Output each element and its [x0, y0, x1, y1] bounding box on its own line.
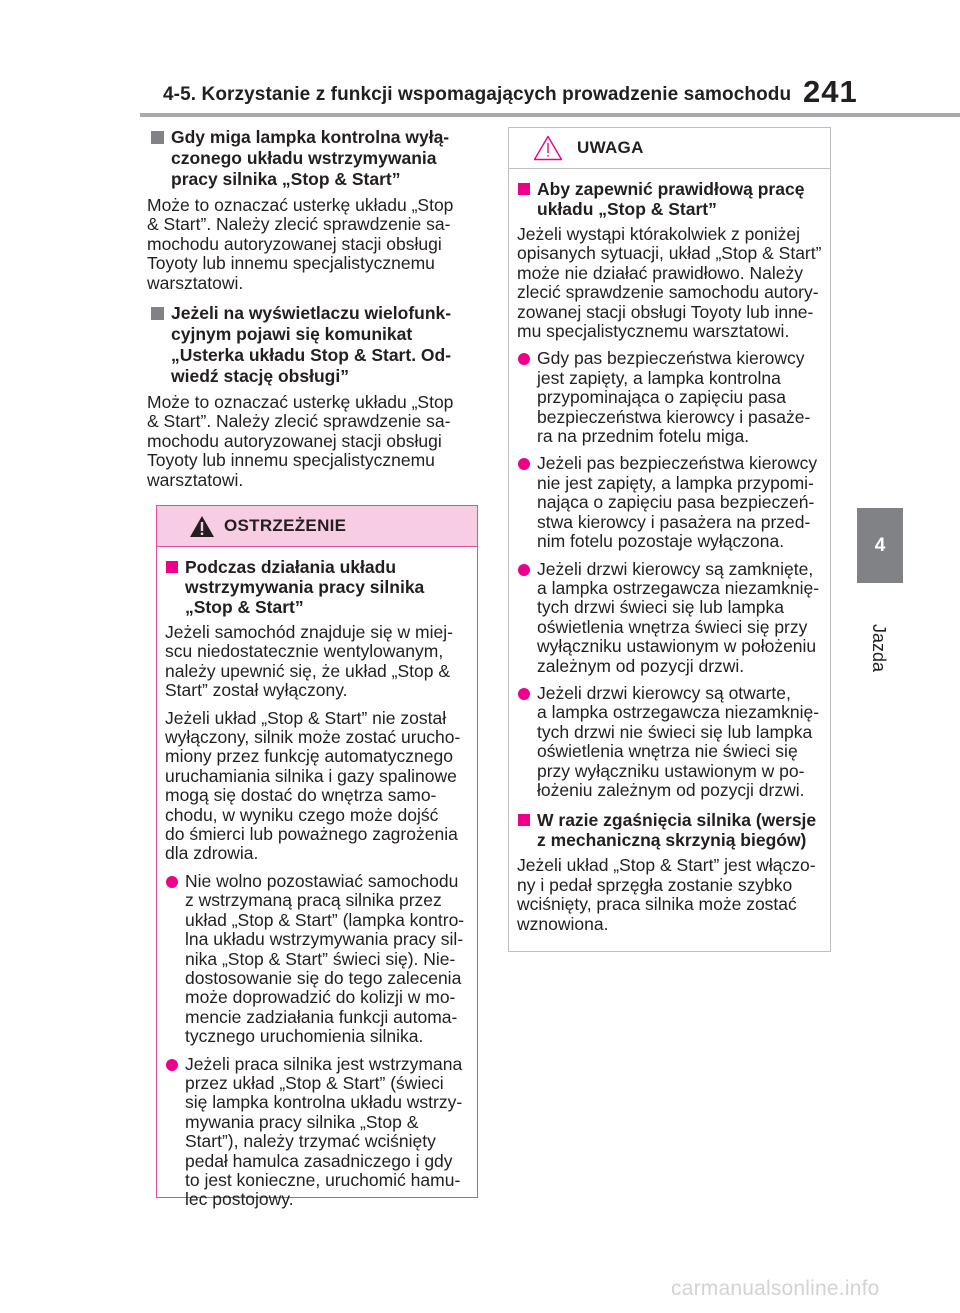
- warning-bullet-text: Nie wolno pozostawiać samochodu z wstrzymaną pracą silnika przez układ „Stop & Start” (lampka kontro- lna układu wstrzymywania pracy sil- nika „Stop & Start” świeci się). Nie- dostosowanie się do tego zalecenia może doprowadzić do kolizji w mo- mencie zadziałania funkcji automa- tycznego uruchomienia silnika.: [185, 870, 465, 1047]
- square-bullet-icon: [166, 561, 178, 573]
- header-rule: [140, 113, 960, 117]
- warning-box-title: OSTRZEŻENIE: [224, 516, 347, 535]
- caution-bullet-text: Jeżeli drzwi kierowcy są zamknięte, a lampka ostrzegawcza niezamknię- tych drzwi świeci się lub lampka oświetlenia wnętrza świeci się przy wyłączniku ustawionym w położeniu zależnym od pozycji drzwi.: [537, 558, 820, 676]
- caution-bullet-text: Gdy pas bezpieczeństwa kierowcy jest zapięty, a lampka kontrolna przypominająca o zapięciu pasa bezpieczeństwa kierowcy i pasaże- ra na przednim fotelu miga.: [537, 348, 811, 447]
- warning-paragraph: Jeżeli układ „Stop & Start” nie został wyłączony, silnik może zostać urucho- miony przez funkcję automatycznego uruchamiania silnika i gazy spalinowe mogą się dostać do wnętrza samo- chodu, w wyniku czego może dojść do śmierci lub poważnego zagrożenia dla zdrowia.: [165, 707, 461, 864]
- caution-bullet-text: Jeżeli drzwi kierowcy są otwarte, a lampka ostrzegawcza niezamknię- tych drzwi nie świeci się lub lampka oświetlenia wnętrza nie świeci się przy wyłączniku ustawionym w po- łożeniu zależnym od pozycji drzwi.: [537, 682, 820, 800]
- caution-heading-text: W razie zgaśnięcia silnika (wersje z mechaniczną skrzynią biegów): [537, 810, 817, 851]
- caution-bullet: [517, 684, 822, 800]
- caution-heading: [517, 179, 822, 219]
- bullet-dot-icon: [518, 688, 530, 700]
- caution-triangle-icon: [533, 135, 563, 161]
- caution-bullet-text: Jeżeli pas bezpieczeństwa kierowcy nie jest zapięty, a lampka przypomi- nająca o zapięciu pasa bezpieczeń- stwa kierowcy i pasażera na przed- nim fotelu pozostaje wyłączona.: [537, 453, 818, 552]
- chapter-title: 4-5. Korzystanie z funkcji wspomagających prowadzenie samochodu: [163, 84, 792, 105]
- caution-box-title: UWAGA: [577, 138, 644, 157]
- square-bullet-icon: [151, 131, 164, 144]
- watermark: carmanualsonline.info: [671, 1277, 880, 1300]
- caution-box: [508, 127, 831, 952]
- caution-bullet: [517, 560, 822, 676]
- bullet-dot-icon: [518, 564, 530, 576]
- warning-paragraph: Jeżeli samochód znajduje się w miej- scu niedostatecznie wentylowanym, należy upewnić się, że układ „Stop & Start” został wyłączony.: [165, 622, 453, 701]
- chapter-tab-number: 4: [874, 535, 886, 556]
- warning-bullet: [165, 1055, 469, 1210]
- warning-triangle-icon: [189, 515, 215, 538]
- warning-box-header: [157, 506, 477, 547]
- square-bullet-icon: [151, 307, 164, 320]
- section-heading: [147, 127, 480, 190]
- bullet-dot-icon: [518, 458, 530, 470]
- section-text: Może to oznaczać usterkę układu „Stop & Start”. Należy zlecić sprawdzenie sa- mochodu autoryzowanej stacji obsługi Toyoty lub innemu specjalistycznemu warsztatowi.: [147, 195, 454, 293]
- section-heading: [147, 303, 480, 387]
- chapter-tab-label: Jazda: [869, 624, 889, 673]
- bullet-dot-icon: [518, 353, 530, 365]
- caution-bullet: [517, 349, 822, 446]
- caution-paragraph: Jeżeli wystąpi którakolwiek z poniżej opisanych sytuacji, układ „Stop & Start” może nie działać prawidłowo. Należy zlecić sprawdzenie samochodu autory- zowanej stacji obsługi Toyoty lub inne- mu specjalistycznemu warsztatowi.: [517, 224, 822, 342]
- caution-bullet: [517, 454, 822, 551]
- warning-bullet-text: Jeżeli praca silnika jest wstrzymana przez układ „Stop & Start” (świeci się lampka kontrolna układu wstrzy- mywania pracy silnika „Stop & Start”), należy trzymać wciśnięty pedał hamulca zasadniczego i gdy to jest konieczne, uruchomić hamu- lec postojowy.: [185, 1053, 463, 1210]
- left-column: [147, 127, 480, 498]
- page-number: 241: [803, 74, 858, 109]
- caution-paragraph: Jeżeli układ „Stop & Start” jest włączo- ny i pedał sprzęgła zostanie szybko wciśnięty, praca silnika może zostać wznowiona.: [517, 855, 816, 934]
- caution-box-header: [509, 128, 830, 169]
- bullet-dot-icon: [166, 876, 178, 888]
- warning-box: [156, 505, 478, 1210]
- chapter-tab: [857, 508, 903, 583]
- bullet-dot-icon: [166, 1059, 178, 1071]
- warning-bullet: [165, 872, 469, 1047]
- caution-heading-text: Aby zapewnić prawidłową pracę układu „Stop & Start”: [537, 179, 805, 219]
- section-heading-text: Jeżeli na wyświetlaczu wielofunk- cyjnym pojawi się komunikat „Usterka układu Stop & Start. Od- wiedź stację obsługi”: [171, 303, 452, 387]
- square-bullet-icon: [518, 183, 530, 195]
- square-bullet-icon: [518, 814, 530, 826]
- warning-heading-text: Podczas działania układu wstrzymywania pracy silnika „Stop & Start”: [185, 557, 425, 617]
- section-text: Może to oznaczać usterkę układu „Stop & Start”. Należy zlecić sprawdzenie sa- mochodu autoryzowanej stacji obsługi Toyoty lub innemu specjalistycznemu warsztatowi.: [147, 392, 454, 490]
- section-heading-text: Gdy miga lampka kontrolna wyłą- czonego układu wstrzymywania pracy silnika „Stop & Start”: [171, 127, 450, 189]
- caution-heading: [517, 810, 822, 850]
- warning-heading: [165, 557, 469, 617]
